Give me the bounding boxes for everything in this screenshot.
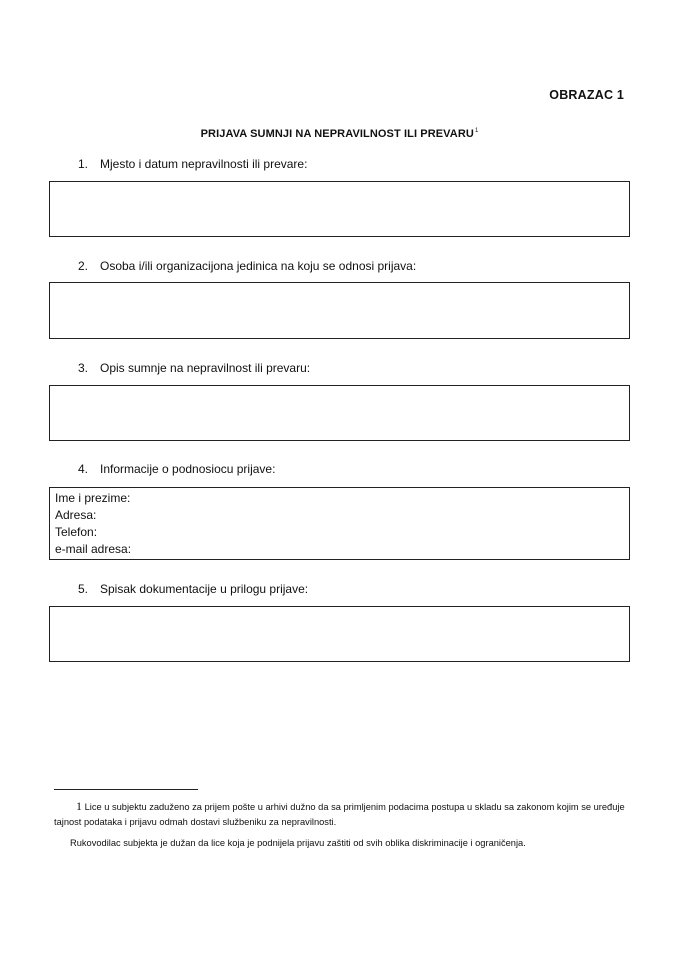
form-title-text: PRIJAVA SUMNJI NA NEPRAVILNOST ILI PREVARU	[200, 128, 474, 140]
address-field-label[interactable]: Adresa:	[55, 508, 97, 522]
phone-field-label[interactable]: Telefon:	[55, 525, 98, 539]
section-number: 1.	[78, 157, 89, 171]
section-1-label	[78, 157, 307, 171]
section-4-label	[78, 462, 275, 476]
suspicion-description-field[interactable]	[49, 385, 630, 441]
footnote-marker: 1	[76, 799, 82, 813]
footnote-body: Lice u subjektu zaduženo za prijem pošte u arhivi dužno da sa primljenim podacima postupa u skladu sa zakonom kojim se uređuje tajnost podataka i prijavu odmah dostavi službeniku za nepravilnosti.	[54, 802, 625, 827]
section-text: Opis sumnje na nepravilnost ili prevaru:	[100, 361, 311, 375]
email-field-label[interactable]: e-mail adresa:	[55, 542, 132, 556]
location-date-field[interactable]	[49, 181, 630, 237]
footnote-note: Rukovodilac subjekta je dužan da lice koja je podnijela prijavu zaštiti od svih oblika diskriminacije i ograničenja.	[70, 838, 526, 848]
footnote-reference: 1	[474, 128, 479, 134]
applicant-info-box	[49, 487, 630, 560]
form-code: OBRAZAC 1	[549, 88, 624, 102]
section-3-label	[78, 361, 310, 375]
documentation-list-field[interactable]	[49, 606, 630, 662]
form-title	[0, 128, 679, 140]
person-unit-field[interactable]	[49, 282, 630, 339]
section-number: 2.	[78, 259, 89, 273]
section-text: Osoba i/ili organizacijona jedinica na koju se odnosi prijava:	[100, 259, 417, 273]
section-2-label	[78, 259, 416, 273]
section-text: Spisak dokumentacije u prilogu prijave:	[100, 582, 309, 596]
name-field-label[interactable]: Ime i prezime:	[55, 491, 131, 505]
footnote-separator	[54, 789, 198, 790]
section-text: Informacije o podnosiocu prijave:	[100, 462, 276, 476]
section-text: Mjesto i datum nepravilnosti ili prevare:	[100, 157, 308, 171]
section-number: 4.	[78, 462, 89, 476]
section-number: 5.	[78, 582, 89, 596]
footnote-text	[54, 799, 632, 830]
section-number: 3.	[78, 361, 89, 375]
section-5-label	[78, 582, 308, 596]
